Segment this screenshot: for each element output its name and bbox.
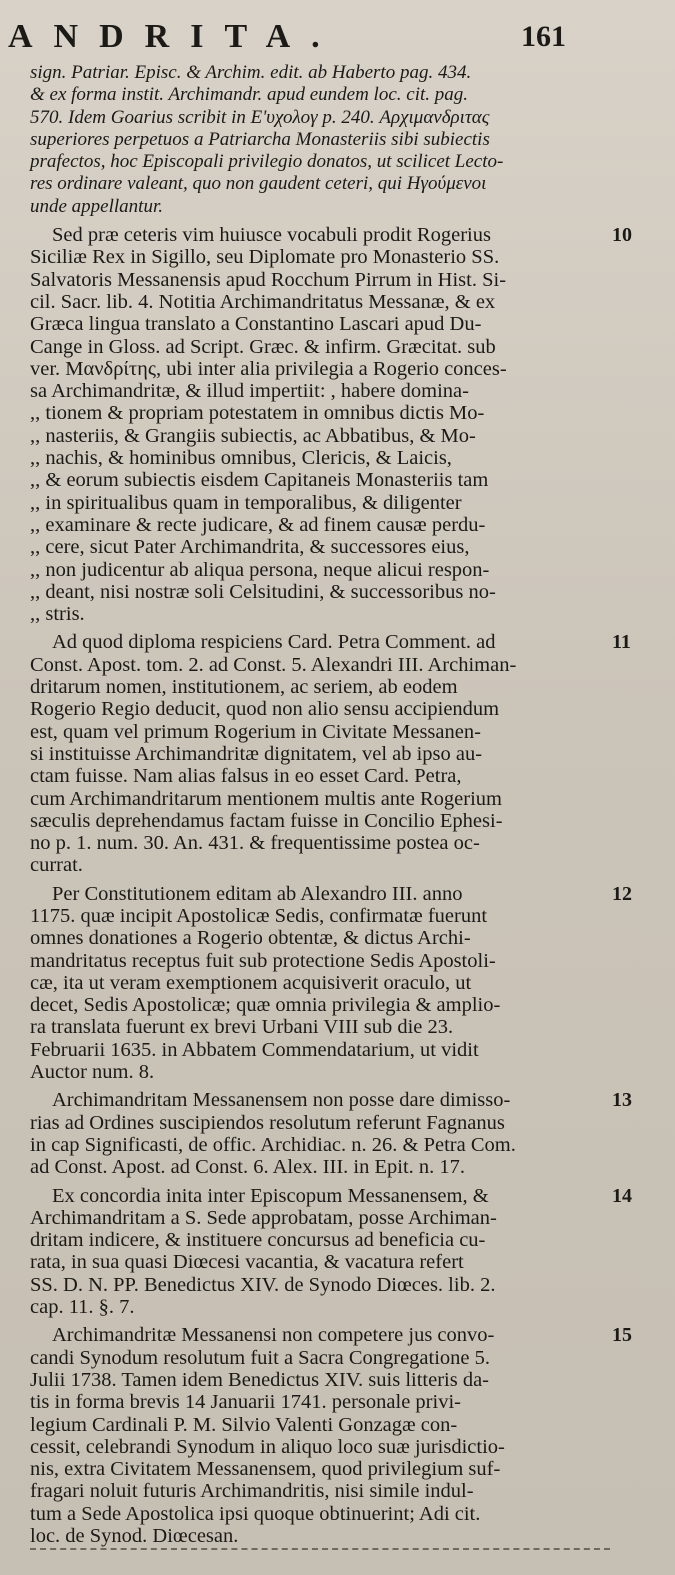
paragraph <box>30 224 632 626</box>
text-line: rias ad Ordines suscipiendos resolutum referunt Fagnanus <box>30 1111 505 1134</box>
margin-paragraph-number: 15 <box>612 1324 632 1347</box>
text-line: Februarii 1635. in Abbatem Commendatarium, ut vidit <box>30 1038 479 1061</box>
margin-paragraph-number: 11 <box>612 631 631 654</box>
text-line: cessit, celebrandi Synodum in aliquo loco suæ jurisdictio- <box>30 1435 505 1458</box>
text-line: nis, extra Civitatem Messanensem, quod privilegium suf- <box>30 1458 501 1481</box>
text-line: Rogerio Regio deducit, quod non alio sensu accipiendum <box>30 698 500 721</box>
margin-paragraph-number: 12 <box>612 882 632 905</box>
text-line: decet, Sedis Apostolicæ; quæ omnia privilegia & amplio- <box>30 994 501 1017</box>
text-line: 570. Idem Goarius scribit in E'υχολογ p. 240. Αρχιμανδριτας <box>30 106 490 128</box>
text-line: omnes donationes a Rogerio obtentæ, & dictus Archi- <box>30 927 471 950</box>
text-line: Julii 1738. Tamen idem Benedictus XIV. suis litteris da- <box>30 1368 490 1391</box>
text-line: ,, & eorum subiectis eisdem Capitaneis Monasteriis tam <box>30 469 489 492</box>
text-line: fragari noluit futuris Archimandritis, nisi simile indul- <box>30 1480 474 1503</box>
footer-rule <box>30 1548 610 1552</box>
text-line: no p. 1. num. 30. An. 431. & frequentissime postea oc- <box>30 832 480 855</box>
text-line: rata, in sua quasi Diœcesi vacantia, & vacatura refert <box>30 1251 464 1274</box>
page-number: 161 <box>521 20 566 53</box>
paragraph <box>30 1324 632 1547</box>
text-line: ad Const. Apost. ad Const. 6. Alex. III. in Epit. n. 17. <box>30 1156 466 1179</box>
text-line: ,, tionem & propriam potestatem in omnibus dictis Mo- <box>30 402 485 425</box>
text-line: ,, stris. <box>30 603 85 626</box>
text-line: Ad quod diploma respiciens Card. Petra Comment. ad <box>52 631 496 654</box>
text-line: Græca lingua translato a Constantino Lascari apud Du- <box>30 313 482 336</box>
text-line: cil. Sacr. lib. 4. Notitia Archimandritatus Messanæ, & ex <box>30 290 496 313</box>
text-line: ctam fuisse. Nam alias falsus in eo esset Card. Petra, <box>30 765 462 788</box>
text-line: ,, nachis, & hominibus omnibus, Clericis, & Laicis, <box>30 447 452 470</box>
paragraph <box>30 1184 632 1319</box>
paragraph <box>30 62 610 218</box>
text-line: Archimandritæ Messanensi non competere jus convo- <box>52 1324 495 1347</box>
text-line: 1175. quæ incipit Apostolicæ Sedis, confirmatæ fuerunt <box>30 904 488 927</box>
text-line: ,, deant, nisi nostræ soli Celsitudini, & successoribus no- <box>30 580 496 603</box>
text-line: sa Archimandritæ, & illud impertiit: , habere domina- <box>30 380 469 403</box>
text-line: Archimandritam Messanensem non posse dare dimisso- <box>52 1089 511 1112</box>
text-line: loc. de Synod. Diœcesan. <box>30 1525 239 1547</box>
text-line: ,, in spiritualibus quam in temporalibus, & diligenter <box>30 491 462 514</box>
text-line: & ex forma instit. Archimandr. apud eundem loc. cit. pag. <box>30 84 469 106</box>
text-line: ,, nasteriis, & Grangiis subiectis, ac Abbatibus, & Mo- <box>30 424 476 447</box>
text-line: Archimandritam a S. Sede approbatam, posse Archiman- <box>30 1206 497 1229</box>
text-line: mandritatus receptus fuit sub protectione Sedis Apostoli- <box>30 949 496 972</box>
text-line: Per Constitutionem editam ab Alexandro III. anno <box>52 882 463 905</box>
text-line: candi Synodum resolutum fuit a Sacra Congregatione 5. <box>30 1346 491 1369</box>
text-line: tis in forma brevis 14 Januarii 1741. personale privi- <box>30 1391 461 1414</box>
text-line: Siciliæ Rex in Sigillo, seu Diplomate pro Monasterio SS. <box>30 246 500 269</box>
text-line: ,, cere, sicut Pater Archimandrita, & successores eius, <box>30 536 470 559</box>
text-line: res ordinare valeant, quo non gaudent ceteri, qui Ηγούμενοι <box>30 173 487 195</box>
paragraph <box>30 882 632 1084</box>
text-line: Ex concordia inita inter Episcopum Messanensem, & <box>52 1184 489 1207</box>
text-line: est, quam vel primum Rogerium in Civitate Messanen- <box>30 720 481 743</box>
margin-paragraph-number: 13 <box>612 1089 632 1112</box>
text-line: unde appellantur. <box>30 195 163 217</box>
body-text <box>30 62 632 1547</box>
text-line: currat. <box>30 854 83 877</box>
text-line: dritarum nomen, institutionem, ac seriem, ab eodem <box>30 676 458 699</box>
page-header <box>0 18 675 58</box>
paragraph <box>30 631 631 877</box>
text-line: legium Cardinali P. M. Silvio Valenti Gonzagæ con- <box>30 1413 458 1436</box>
text-line: Salvatoris Messanensis apud Rocchum Pirrum in Hist. Si- <box>30 268 507 291</box>
text-line: Const. Apost. tom. 2. ad Const. 5. Alexandri III. Archiman- <box>30 653 517 676</box>
text-line: superiores perpetuos a Patriarcha Monasteriis sibi subiectis <box>30 128 490 150</box>
running-title: ANDRITA. <box>8 18 341 55</box>
margin-paragraph-number: 14 <box>612 1184 632 1207</box>
text-line: ,, non judicentur ab aliqua persona, neque alicui respon- <box>30 558 490 581</box>
text-line: ,, examinare & recte judicare, & ad finem causæ perdu- <box>30 513 486 536</box>
text-line: Sed præ ceteris vim huiusce vocabuli prodit Rogerius <box>52 224 491 247</box>
text-line: tum a Sede Apostolica ipsi quoque obtinuerint; Adi cit. <box>30 1502 481 1525</box>
text-line: Auctor num. 8. <box>30 1061 155 1084</box>
margin-paragraph-number: 10 <box>612 224 632 247</box>
text-line: sæculis deprehendamus factam fuisse in Concilio Ephesi- <box>30 809 503 832</box>
text-line: Cange in Gloss. ad Script. Græc. & infirm. Græcitat. sub <box>30 335 496 358</box>
text-line: cum Archimandritarum mentionem multis ante Rogerium <box>30 787 502 810</box>
text-line: prafectos, hoc Episcopali privilegio donatos, ut scilicet Lecto- <box>30 151 504 173</box>
text-line: ver. Μανδρίτης, ubi inter alia privilegia a Rogerio conces- <box>30 357 507 380</box>
paragraph <box>30 1089 632 1179</box>
text-line: in cap Significasti, de offic. Archidiac. n. 26. & Petra Com. <box>30 1133 516 1156</box>
text-line: cæ, ita ut veram exemptionem acquisiverit oraculo, ut <box>30 971 472 994</box>
text-line: dritam indicere, & instituere concursus ad beneficia cu- <box>30 1229 486 1252</box>
text-line: cap. 11. §. 7. <box>30 1296 135 1319</box>
text-line: SS. D. N. PP. Benedictus XIV. de Synodo Diœces. lib. 2. <box>30 1273 496 1296</box>
text-line: ra translata fuerunt ex brevi Urbani VIII sub die 23. <box>30 1016 454 1039</box>
text-line: sign. Patriar. Episc. & Archim. edit. ab Haberto pag. 434. <box>30 62 472 83</box>
text-line: si instituisse Archimandritæ dignitatem, vel ab ipso au- <box>30 742 483 765</box>
